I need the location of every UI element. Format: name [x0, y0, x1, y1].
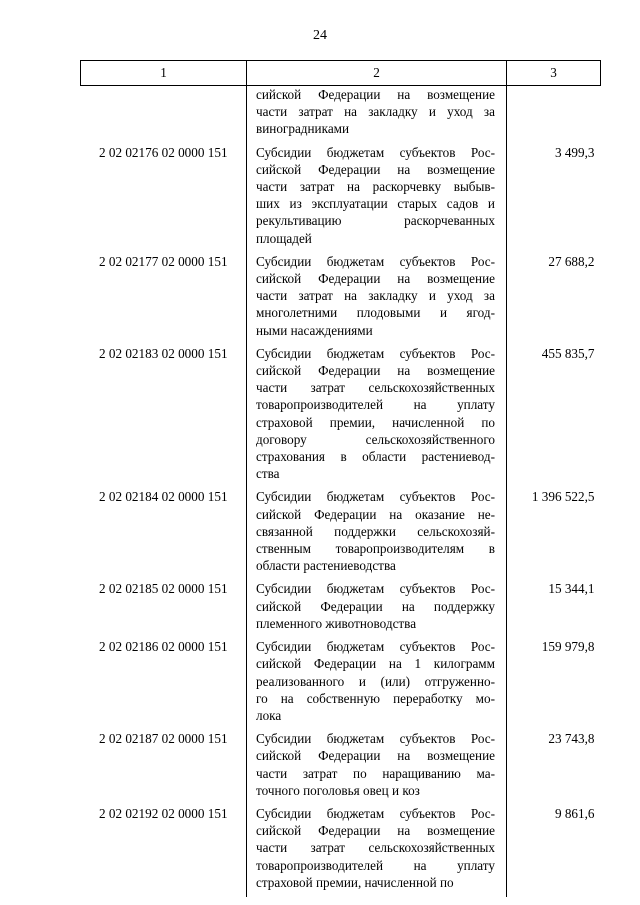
row-amount [507, 86, 601, 144]
row-description [247, 580, 507, 638]
row-amount: 15 344,1 [548, 581, 595, 597]
description-line: сийской Федерации на возмещение [256, 363, 495, 379]
description-line: страховой премии, начисленной по [256, 874, 454, 890]
description-line: сийской Федерации на возмещение [256, 748, 495, 764]
description-line: Субсидии бюджетам субъектов Рос- [256, 639, 495, 655]
row-code: 2 02 02183 02 0000 151 [98, 345, 228, 361]
row-description [247, 638, 507, 730]
table-row [81, 488, 601, 580]
row-description [247, 488, 507, 580]
description-line: части затрат на раскорчевку выбыв- [256, 179, 495, 195]
description-line: сийской Федерации на оказание не- [256, 506, 495, 522]
description-line: части затрат на закладку и уход за [256, 288, 495, 304]
description-line: сийской Федерации на возмещение [256, 161, 495, 177]
column-header-code: 1 [81, 61, 247, 86]
description-line: товаропроизводителей на уплату [256, 397, 495, 413]
row-code: 2 02 02185 02 0000 151 [98, 581, 228, 597]
description-line: го на собственную переработку мо- [256, 690, 495, 706]
description-line: лока [256, 707, 282, 723]
page-number: 24 [313, 28, 327, 43]
description-line: страхования в области растениевод- [256, 449, 495, 465]
description-line: сийской Федерации на возмещение [256, 271, 495, 287]
description-line: Субсидии бюджетам субъектов Рос- [256, 805, 495, 821]
row-amount: 27 688,2 [548, 253, 595, 269]
description-line: товаропроизводителей на уплату [256, 857, 495, 873]
description-line: рекультивацию раскорчеванных [256, 213, 495, 229]
description-line: ших из эксплуатации старых садов и [256, 196, 495, 212]
column-header-amount: 3 [507, 61, 601, 86]
row-code: 2 02 02187 02 0000 151 [98, 731, 228, 747]
row-code: 2 02 02176 02 0000 151 [98, 144, 228, 160]
table-row [81, 730, 601, 805]
table-row [81, 805, 601, 897]
row-description [247, 253, 507, 345]
table-row-continuation [81, 86, 601, 144]
description-line: Субсидии бюджетам субъектов Рос- [256, 731, 495, 747]
row-description [247, 345, 507, 489]
row-description [247, 86, 507, 144]
description-line: части затрат сельскохозяйственных [256, 840, 495, 856]
row-description [247, 144, 507, 253]
row-code: 2 02 02177 02 0000 151 [98, 253, 228, 269]
row-amount: 159 979,8 [541, 639, 595, 655]
description-line: Субсидии бюджетам субъектов Рос- [256, 253, 495, 269]
description-line: Субсидии бюджетам субъектов Рос- [256, 489, 495, 505]
table-header-row [81, 61, 601, 86]
row-code: 2 02 02186 02 0000 151 [98, 639, 228, 655]
table-row [81, 638, 601, 730]
description-line: сийской Федерации на 1 килограмм [256, 656, 495, 672]
description-line: сийской Федерации на поддержку [256, 598, 495, 614]
table-row [81, 144, 601, 253]
row-description [247, 730, 507, 805]
description-line: точного поголовья овец и коз [256, 782, 420, 798]
description-line: площадей [256, 230, 312, 246]
description-line: ства [256, 466, 280, 482]
description-line: реализованного и (или) отгруженно- [256, 673, 495, 689]
description-line: страховой премии, начисленной по [256, 414, 495, 430]
table-row [81, 580, 601, 638]
description-line: Субсидии бюджетам субъектов Рос- [256, 144, 495, 160]
description-line: Субсидии бюджетам субъектов Рос- [256, 581, 495, 597]
row-amount: 9 861,6 [554, 805, 595, 821]
table-body [81, 86, 601, 897]
description-line: области растениеводства [256, 558, 396, 574]
description-line: части затрат на закладку и уход за [256, 104, 495, 120]
description-line: сийской Федерации на возмещение [256, 823, 495, 839]
description-line: виноградниками [256, 121, 350, 137]
row-code [81, 86, 247, 144]
row-amount: 3 499,3 [554, 144, 595, 160]
budget-table [80, 60, 601, 897]
row-description [247, 805, 507, 897]
description-line: части затрат по наращиванию ма- [256, 765, 495, 781]
description-line: многолетними плодовыми и ягод- [256, 305, 495, 321]
description-line: племенного животноводства [256, 615, 417, 631]
table-row [81, 345, 601, 489]
description-line: ными насаждениями [256, 322, 373, 338]
row-amount: 23 743,8 [548, 731, 595, 747]
row-code: 2 02 02184 02 0000 151 [98, 489, 228, 505]
description-line: договору сельскохозяйственного [256, 431, 495, 447]
description-line: связанной поддержки сельскохозяй- [256, 523, 495, 539]
description-line: части затрат сельскохозяйственных [256, 380, 495, 396]
row-code: 2 02 02192 02 0000 151 [98, 805, 228, 821]
column-header-description: 2 [247, 61, 507, 86]
row-amount: 1 396 522,5 [531, 489, 595, 505]
table-row [81, 253, 601, 345]
row-amount: 455 835,7 [541, 345, 595, 361]
description-line: Субсидии бюджетам субъектов Рос- [256, 345, 495, 361]
description-line: сийской Федерации на возмещение [256, 87, 495, 102]
description-line: ственным товаропроизводителям в [256, 541, 495, 557]
